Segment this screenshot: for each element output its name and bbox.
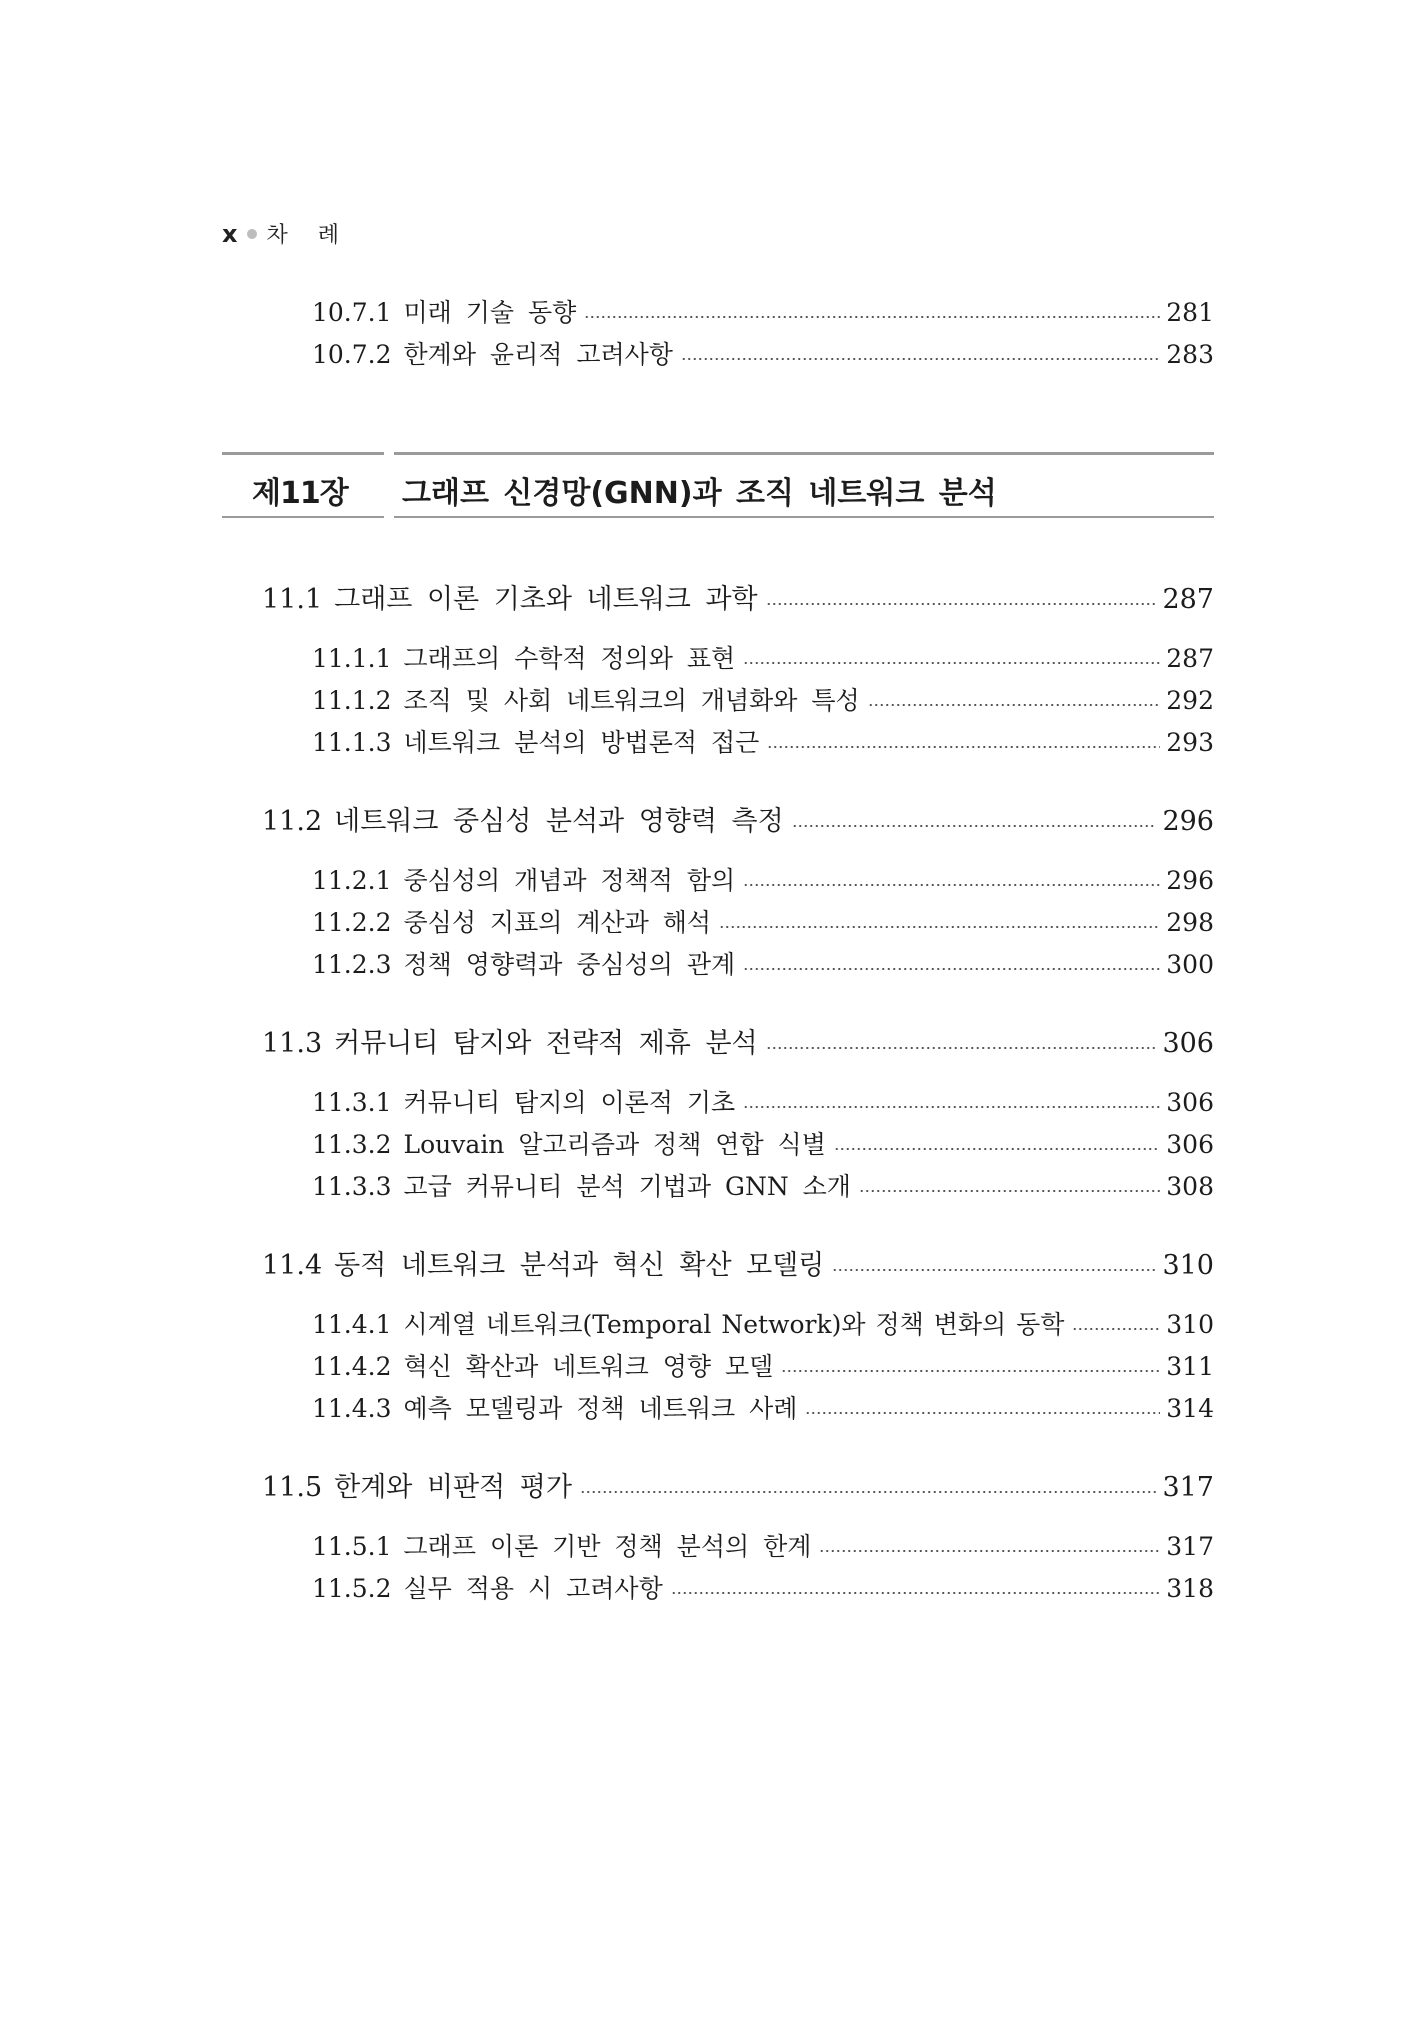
toc-entry-11-1-2[interactable]: 11.1.2 조직 및 사회 네트워크의 개념화와 특성 292	[312, 686, 1214, 715]
toc-entry-11-3-2[interactable]: 11.3.2 Louvain 알고리즘과 정책 연합 식별 306	[312, 1130, 1214, 1159]
dot-leader	[781, 1370, 1160, 1372]
dot-leader	[580, 1491, 1157, 1493]
dot-leader	[1072, 1328, 1160, 1330]
toc-entry-11-2-1[interactable]: 11.2.1 중심성의 개념과 정책적 함의 296	[312, 866, 1214, 895]
dot-leader	[671, 1592, 1161, 1594]
toc-entry-11-5-1[interactable]: 11.5.1 그래프 이론 기반 정책 분석의 한계 317	[312, 1532, 1214, 1561]
divider	[394, 516, 1214, 518]
page-ref: 300	[1166, 950, 1214, 979]
page-ref: 306	[1166, 1088, 1214, 1117]
page-number: x	[222, 219, 238, 248]
dot-leader	[868, 704, 1161, 706]
dot-leader	[681, 358, 1160, 360]
page-ref: 298	[1166, 908, 1214, 937]
bullet-icon	[247, 229, 257, 239]
page-ref: 317	[1162, 1472, 1214, 1503]
dot-leader	[792, 825, 1157, 827]
dot-leader	[819, 1550, 1160, 1552]
dot-leader	[805, 1412, 1160, 1414]
page-ref: 287	[1166, 644, 1214, 673]
chapter-title: 그래프 신경망(GNN)과 조직 네트워크 분석	[402, 476, 997, 511]
dot-leader	[743, 884, 1160, 886]
page-ref: 292	[1166, 686, 1214, 715]
divider	[222, 516, 384, 518]
divider	[222, 452, 384, 455]
dot-leader	[834, 1148, 1160, 1150]
toc-entry-11-3-3[interactable]: 11.3.3 고급 커뮤니티 분석 기법과 GNN 소개 308	[312, 1172, 1214, 1201]
toc-section-11-2[interactable]: 11.2 네트워크 중심성 분석과 영향력 측정 296	[262, 806, 1214, 837]
page-ref: 287	[1162, 584, 1214, 615]
dot-leader	[766, 603, 1157, 605]
page-ref: 318	[1166, 1574, 1214, 1603]
dot-leader	[743, 662, 1160, 664]
page-ref: 281	[1166, 298, 1214, 327]
page-ref: 317	[1166, 1532, 1214, 1561]
page-ref: 296	[1162, 806, 1214, 837]
toc-entry-11-5-2[interactable]: 11.5.2 실무 적용 시 고려사항 318	[312, 1574, 1214, 1603]
running-head-title: 차례	[266, 223, 369, 248]
toc-section-11-1[interactable]: 11.1 그래프 이론 기초와 네트워크 과학 287	[262, 584, 1214, 615]
running-head	[222, 218, 369, 249]
dot-leader	[766, 1047, 1157, 1049]
toc-entry-11-2-3[interactable]: 11.2.3 정책 영향력과 중심성의 관계 300	[312, 950, 1214, 979]
toc-entry-11-2-2[interactable]: 11.2.2 중심성 지표의 계산과 해석 298	[312, 908, 1214, 937]
page-ref: 306	[1162, 1028, 1214, 1059]
toc-section-11-3[interactable]: 11.3 커뮤니티 탐지와 전략적 제휴 분석 306	[262, 1028, 1214, 1059]
page-ref: 308	[1166, 1172, 1214, 1201]
page-ref: 296	[1166, 866, 1214, 895]
dot-leader	[584, 316, 1160, 318]
divider	[394, 452, 1214, 455]
toc-entry-11-3-1[interactable]: 11.3.1 커뮤니티 탐지의 이론적 기초 306	[312, 1088, 1214, 1117]
dot-leader	[859, 1190, 1160, 1192]
page-ref: 310	[1162, 1250, 1214, 1281]
page-ref: 311	[1166, 1352, 1214, 1381]
page-ref: 293	[1166, 728, 1214, 757]
page-ref: 306	[1166, 1130, 1214, 1159]
toc-entry-11-4-1[interactable]: 11.4.1 시계열 네트워크(Temporal Network)와 정책 변화의 동학 310	[312, 1310, 1214, 1339]
toc-section-11-4[interactable]: 11.4 동적 네트워크 분석과 혁신 확산 모델링 310	[262, 1250, 1214, 1281]
dot-leader	[767, 746, 1160, 748]
dot-leader	[719, 926, 1160, 928]
chapter-number: 제11장	[252, 476, 348, 511]
chapter-heading	[222, 452, 1214, 518]
toc-entry-10-7-2[interactable]: 10.7.2 한계와 윤리적 고려사항 283	[312, 340, 1214, 369]
toc-entry-11-4-2[interactable]: 11.4.2 혁신 확산과 네트워크 영향 모델 311	[312, 1352, 1214, 1381]
toc-entry-11-1-1[interactable]: 11.1.1 그래프의 수학적 정의와 표현 287	[312, 644, 1214, 673]
page-ref: 314	[1166, 1394, 1214, 1423]
toc-entry-11-1-3[interactable]: 11.1.3 네트워크 분석의 방법론적 접근 293	[312, 728, 1214, 757]
dot-leader	[743, 1106, 1160, 1108]
dot-leader	[743, 968, 1160, 970]
page-ref: 310	[1166, 1310, 1214, 1339]
toc-section-11-5[interactable]: 11.5 한계와 비판적 평가 317	[262, 1472, 1214, 1503]
toc-entry-11-4-3[interactable]: 11.4.3 예측 모델링과 정책 네트워크 사례 314	[312, 1394, 1214, 1423]
toc-entry-10-7-1[interactable]: 10.7.1 미래 기술 동향 281	[312, 298, 1214, 327]
page-ref: 283	[1166, 340, 1214, 369]
dot-leader	[832, 1269, 1156, 1271]
